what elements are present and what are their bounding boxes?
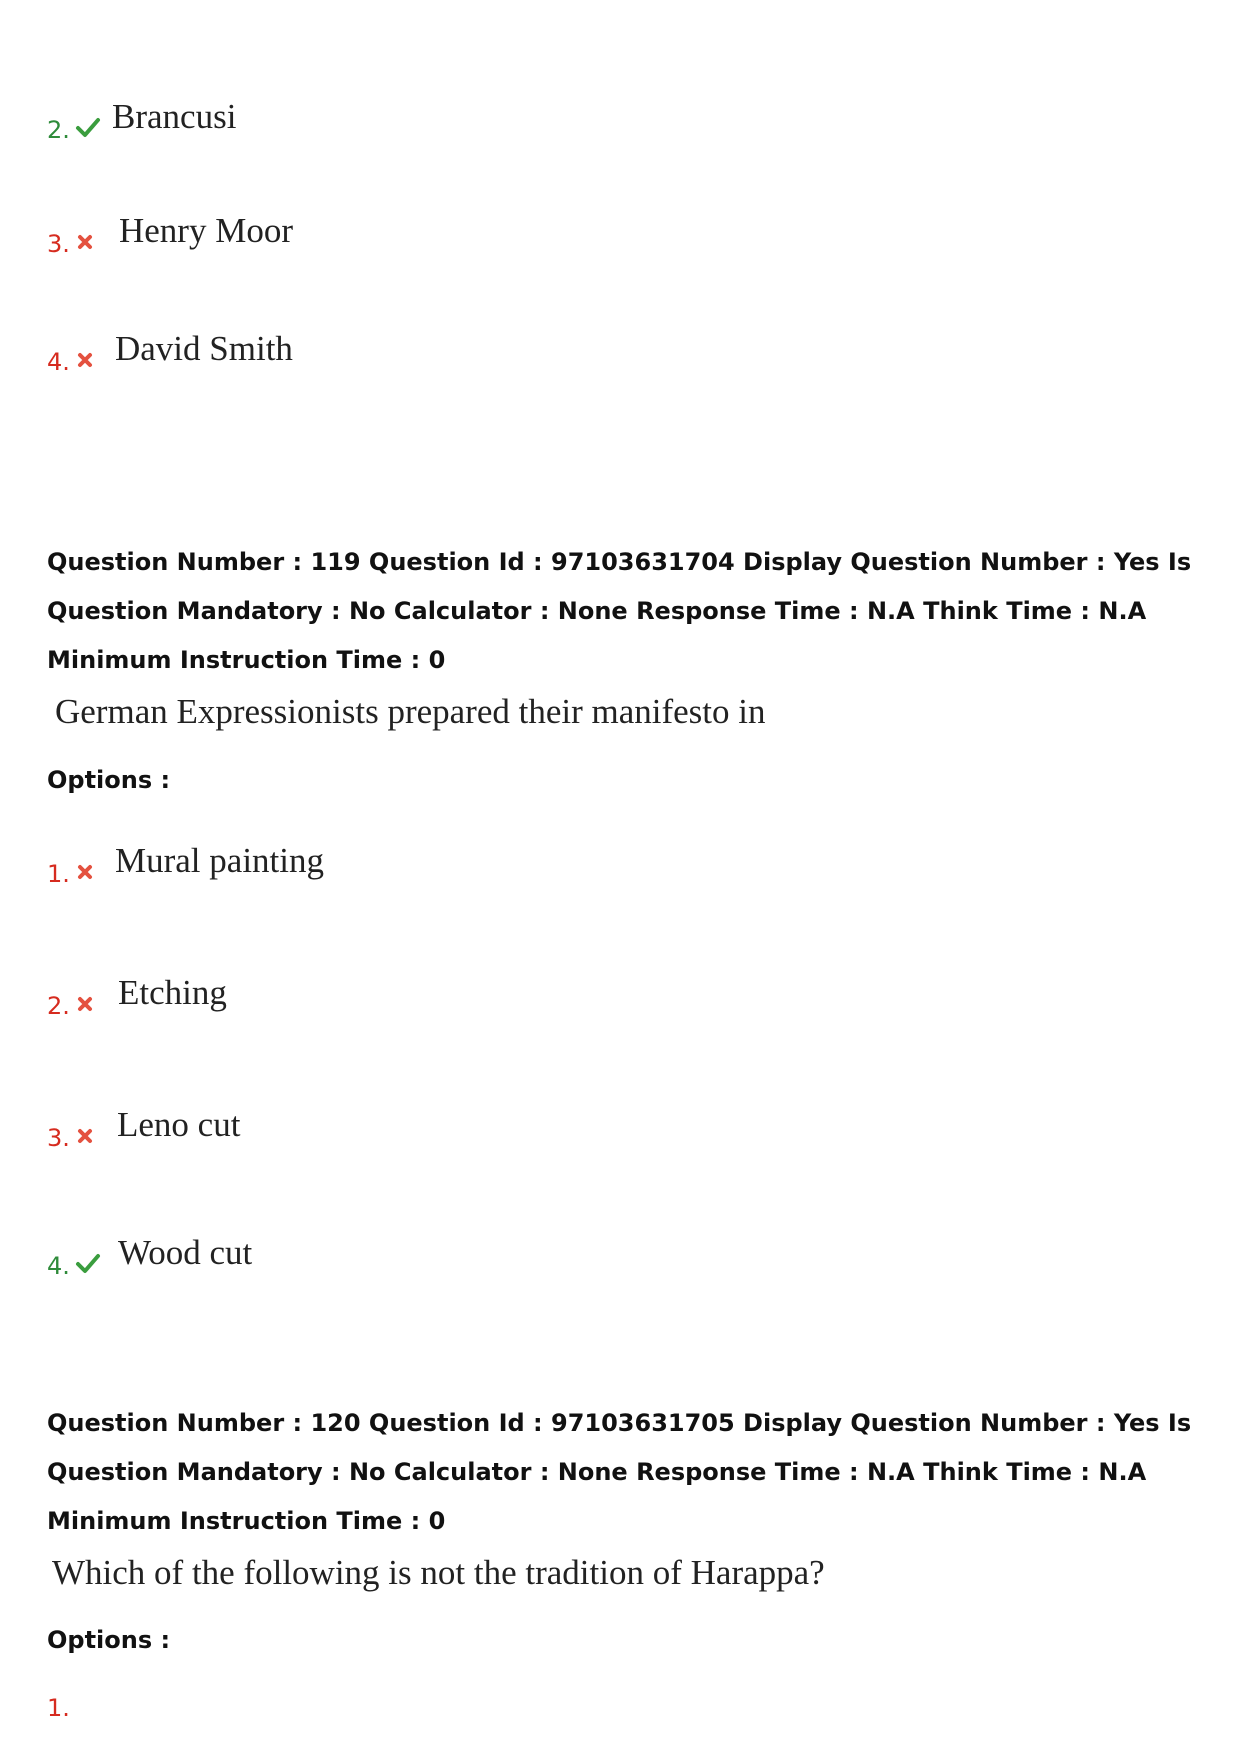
option-text: David Smith — [115, 329, 293, 368]
cross-icon — [77, 352, 93, 368]
option-text: Henry Moor — [119, 211, 293, 250]
option-number: 3. — [47, 1124, 70, 1152]
check-icon — [75, 1250, 101, 1276]
options-label: Options : — [47, 766, 171, 794]
cross-icon — [77, 996, 93, 1012]
question-metadata: Question Number : 119 Question Id : 97103631704 Display Question Number : Yes Is Question Mandatory : No Calculator : None Response Time : N.A Think Time : N.A Minimum Instruction Time : 0 — [47, 548, 1192, 674]
option-number: 2. — [47, 992, 70, 1020]
option-number: 3. — [47, 230, 70, 258]
option-number: 2. — [47, 116, 70, 144]
cross-icon — [77, 234, 93, 250]
question-metadata: Question Number : 120 Question Id : 97103631705 Display Question Number : Yes Is Question Mandatory : No Calculator : None Response Time : N.A Think Time : N.A Minimum Instruction Time : 0 — [47, 1409, 1192, 1535]
option-number: 4. — [47, 1252, 70, 1280]
option-number: 1. — [47, 1694, 70, 1722]
option-text: Brancusi — [112, 97, 237, 136]
question-text: German Expressionists prepared their manifesto in — [55, 692, 766, 731]
option-text: Wood cut — [118, 1233, 253, 1272]
option-text: Etching — [118, 973, 227, 1012]
cross-icon — [77, 864, 93, 880]
option-text: Leno cut — [117, 1105, 241, 1144]
check-icon — [75, 114, 101, 140]
cross-icon — [77, 1128, 93, 1144]
option-number: 1. — [47, 860, 70, 888]
options-label: Options : — [47, 1626, 171, 1654]
option-text: Mural painting — [115, 841, 324, 880]
question-text: Which of the following is not the tradition of Harappa? — [52, 1553, 825, 1592]
option-number: 4. — [47, 348, 70, 376]
